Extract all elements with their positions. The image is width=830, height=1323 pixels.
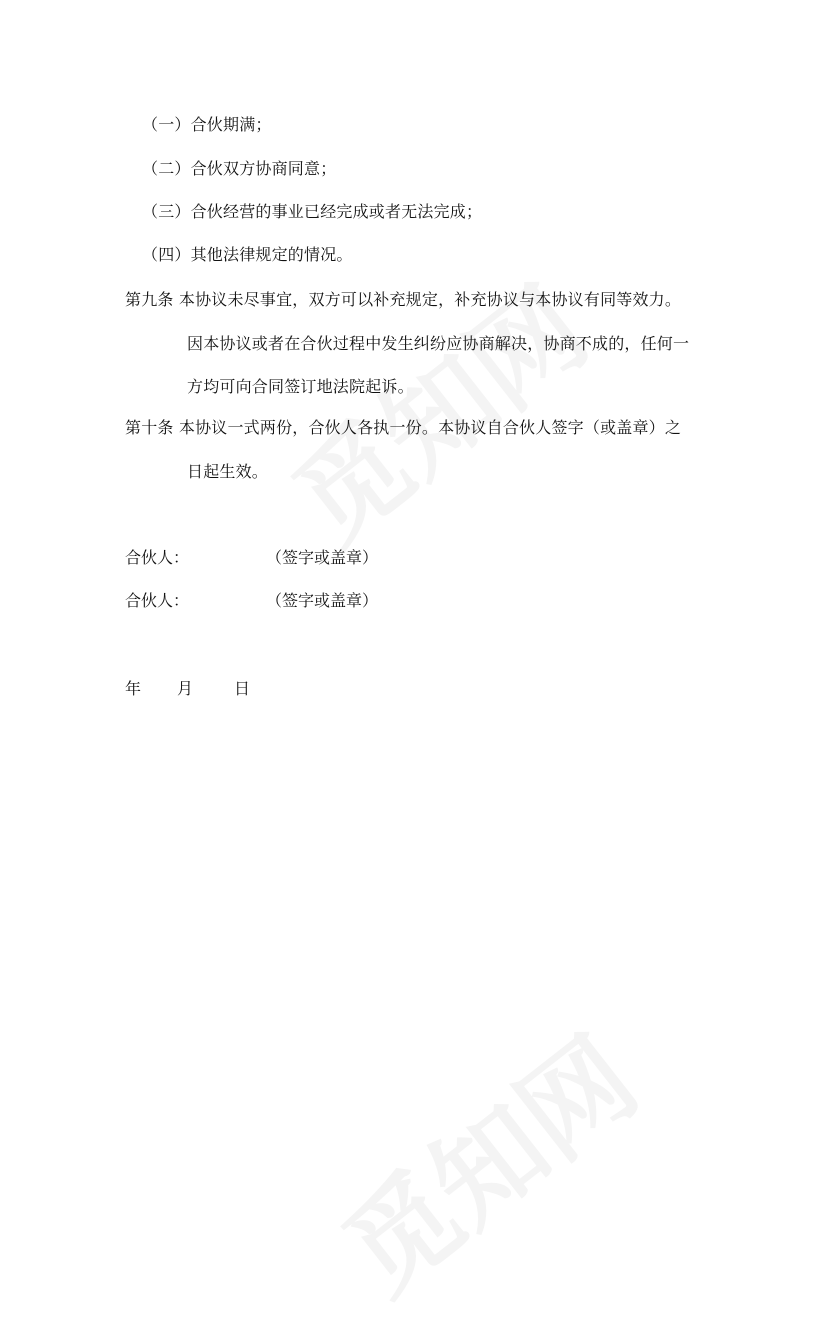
- article-10-line-1: 第十条 本协议一式两份，合伙人各执一份。本协议自合伙人签字（或盖章）之: [125, 418, 682, 437]
- article-9-line-3: 方均可向合同签订地法院起诉。: [187, 377, 414, 396]
- signature-note: （签字或盖章）: [266, 548, 379, 567]
- signature-note: （签字或盖章）: [266, 591, 379, 610]
- date-month: 月: [177, 679, 194, 698]
- date-day: 日: [234, 679, 251, 698]
- clause-item: （三）合伙经营的事业已经完成或者无法完成；: [142, 202, 483, 221]
- signature-label: 合伙人：: [125, 591, 190, 610]
- article-9-line-1: 第九条 本协议未尽事宜，双方可以补充规定，补充协议与本协议有同等效力。: [125, 290, 682, 309]
- signature-label: 合伙人：: [125, 548, 190, 567]
- article-10-line-2: 日起生效。: [187, 462, 269, 481]
- clause-item: （四）其他法律规定的情况。: [142, 245, 353, 264]
- date-year: 年: [125, 679, 142, 698]
- article-9-line-2: 因本协议或者在合伙过程中发生纠纷应协商解决，协商不成的，任何一: [187, 334, 690, 353]
- clause-item: （二）合伙双方协商同意；: [142, 159, 337, 178]
- clause-item: （一）合伙期满；: [142, 115, 272, 134]
- watermark-logo: [306, 995, 663, 1323]
